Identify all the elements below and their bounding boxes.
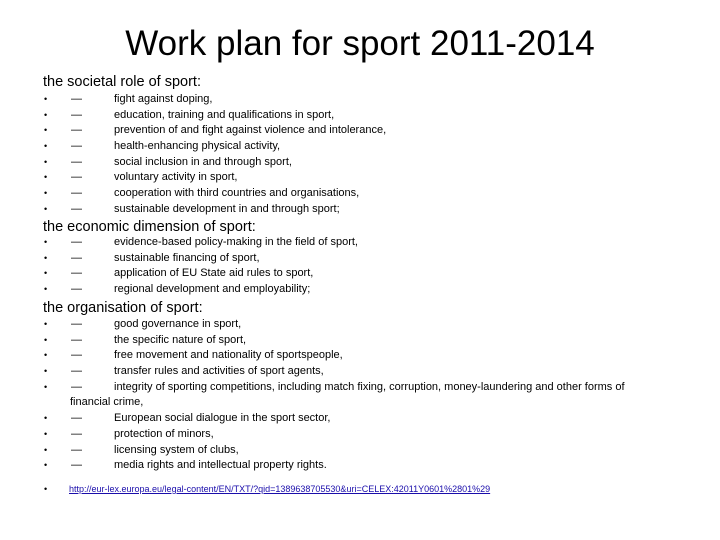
bullet-icon: • <box>44 237 48 247</box>
list-item-text: transfer rules and activities of sport agents, <box>114 365 324 378</box>
bullet-icon: • <box>44 366 48 377</box>
list-item <box>44 92 694 108</box>
list-item <box>44 108 694 124</box>
dash-mark: — <box>71 427 82 440</box>
list-item <box>44 155 694 171</box>
organisation-list <box>44 317 694 474</box>
bullet-icon: • <box>44 172 48 183</box>
societal-list <box>44 92 694 218</box>
bullet-icon: • <box>44 350 48 361</box>
list-item <box>44 427 694 443</box>
dash-mark: — <box>71 202 82 215</box>
bullet-icon: • <box>44 484 48 494</box>
list-item-text: application of EU State aid rules to sport, <box>114 267 314 280</box>
list-item-text: evidence-based policy-making in the field of sport, <box>114 236 358 248</box>
list-item-text: licensing system of clubs, <box>114 443 239 456</box>
dash-mark: — <box>71 108 82 121</box>
bullet-icon: • <box>44 203 48 214</box>
bullet-icon: • <box>44 428 48 439</box>
bullet-icon: • <box>44 109 48 120</box>
dash-mark: — <box>71 412 82 425</box>
list-item-text: sustainable financing of sport, <box>114 251 260 264</box>
bullet-icon: • <box>44 319 48 329</box>
dash-mark: — <box>71 380 82 393</box>
dash-mark: — <box>71 187 82 200</box>
list-item-text: social inclusion in and through sport, <box>114 155 292 168</box>
list-item <box>44 251 694 267</box>
bullet-icon: • <box>44 252 48 263</box>
list-item-text: protection of minors, <box>114 427 214 440</box>
bullet-icon: • <box>44 460 48 471</box>
bullet-icon: • <box>44 284 48 295</box>
bullet-icon: • <box>44 141 48 152</box>
source-link[interactable]: http://eur-lex.europa.eu/legal-content/EN/TXT/?qid=1389638705530&uri=CELEX:42011Y0601%2801%29 <box>69 484 491 494</box>
section-heading-economic: the economic dimension of sport: <box>43 219 256 235</box>
list-item <box>44 170 694 186</box>
list-item <box>44 411 694 427</box>
list-item-text: prevention of and fight against violence and intolerance, <box>114 124 387 137</box>
dash-mark: — <box>71 443 82 456</box>
bullet-icon: • <box>44 444 48 455</box>
section-heading-societal: the societal role of sport: <box>43 74 201 90</box>
list-item-text: the specific nature of sport, <box>114 333 247 346</box>
dash-mark: — <box>71 318 82 330</box>
list-item <box>44 266 694 282</box>
list-item-text: good governance in sport, <box>114 318 242 330</box>
dash-mark: — <box>71 267 82 280</box>
list-item-text: European social dialogue in the sport sector, <box>114 412 331 425</box>
bullet-icon: • <box>44 413 48 424</box>
dash-mark: — <box>71 171 82 184</box>
dash-mark: — <box>71 93 82 105</box>
list-item <box>44 202 694 218</box>
list-item-text: regional development and employability; <box>114 283 311 296</box>
bullet-icon: • <box>44 268 48 279</box>
dash-mark: — <box>71 349 82 362</box>
list-item <box>44 139 694 155</box>
list-item <box>44 348 694 364</box>
dash-mark: — <box>71 155 82 168</box>
section-heading-organisation: the organisation of sport: <box>43 300 203 316</box>
list-item <box>44 458 694 474</box>
bullet-icon: • <box>44 125 48 136</box>
list-item <box>44 333 694 349</box>
list-item-text: education, training and qualifications in sport, <box>114 108 335 121</box>
list-item <box>44 123 694 139</box>
dash-mark: — <box>71 124 82 137</box>
list-item <box>44 317 694 333</box>
dash-mark: — <box>71 236 82 248</box>
list-item <box>44 282 694 298</box>
dash-mark: — <box>71 140 82 153</box>
dash-mark: — <box>71 365 82 378</box>
dash-mark: — <box>71 459 82 472</box>
list-item <box>44 380 694 411</box>
bullet-icon: • <box>44 188 48 199</box>
bullet-icon: • <box>44 156 48 167</box>
economic-list <box>44 235 694 298</box>
list-item-text: media rights and intellectual property rights. <box>114 459 327 472</box>
list-item-text-continuation: financial crime, <box>70 396 144 409</box>
list-item-text: sustainable development in and through sport; <box>114 202 340 215</box>
list-item-text: free movement and nationality of sportspeople, <box>114 349 343 362</box>
bullet-icon: • <box>44 334 48 345</box>
list-item-text: integrity of sporting competitions, including match fixing, corruption, money-laundering and other forms of <box>114 380 625 393</box>
page-title: Work plan for sport 2011-2014 <box>125 24 595 63</box>
dash-mark: — <box>71 283 82 296</box>
list-item <box>44 235 694 251</box>
list-item <box>44 364 694 380</box>
list-item-text: voluntary activity in sport, <box>114 171 238 184</box>
list-item-text: health-enhancing physical activity, <box>114 140 281 153</box>
dash-mark: — <box>71 333 82 346</box>
bullet-icon: • <box>44 381 48 392</box>
bullet-icon: • <box>44 94 48 104</box>
list-item <box>44 443 694 459</box>
list-item-text: fight against doping, <box>114 93 213 105</box>
list-item <box>44 186 694 202</box>
dash-mark: — <box>71 251 82 264</box>
list-item-text: cooperation with third countries and organisations, <box>114 187 360 200</box>
